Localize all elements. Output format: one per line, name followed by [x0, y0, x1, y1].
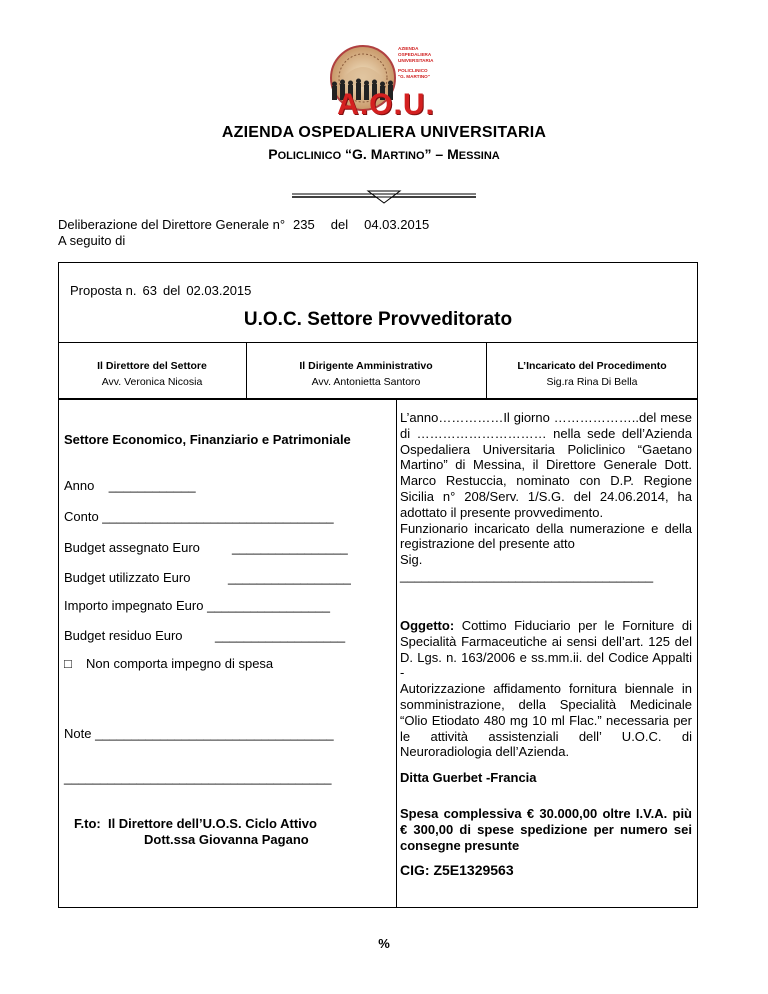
cig-code: CIG: Z5E1329563 [400, 862, 514, 878]
budget-assegnato-line: ________________ [232, 540, 348, 555]
conto-field: Conto ________________________________ [64, 509, 334, 524]
importo-field: Importo impegnato Euro _________________ [64, 598, 330, 613]
org-subtitle: POLICLINICO “G. MARTINO” – MESSINA [268, 146, 500, 162]
page-footer: % [378, 936, 390, 951]
column-divider [396, 398, 397, 908]
delib-del: del [330, 217, 349, 232]
provvedimento-text: L’anno……………Il giorno ………………..del mese di ………………………… nella sede dell’Azienda Ospedaliera Universitaria Policlinico “Gaetano Martino” di Messina, il Direttore Generale Dott. Marco Restuccia, nominato con D.P. Regione Sicilia n° 208/Serv. 1/S.G. del 24.06.2014, ha adottato il presente provvedimento. Funzionario incaricato della numerazione e della registrazione del presente atto Sig. ___________________________________ [400, 410, 692, 583]
delib-label: Deliberazione del Direttore Generale n° [58, 217, 286, 232]
settore-title: Settore Economico, Finanziario e Patrimoniale [64, 432, 351, 447]
anno-field: Anno ____________ [64, 478, 196, 493]
ditta-label: Ditta Guerbet -Francia [400, 770, 537, 785]
signatory-title: L’Incaricato del Procedimento [517, 360, 667, 372]
budget-residuo-label: Budget residuo Euro [64, 628, 183, 643]
proposta-line: Proposta n. 63 del 02.03.2015 [70, 283, 252, 298]
note-field: Note _________________________________ [64, 726, 334, 741]
logo-side-text: AZIENDA OSPEDALIERA UNIVERSITARIA POLICLINICO "G. MARTINO" [398, 46, 434, 79]
signatory-title: Il Dirigente Amministrativo [299, 360, 433, 372]
signatory-title: Il Direttore del Settore [97, 360, 207, 372]
spesa-text: Spesa complessiva € 30.000,00 oltre I.V.A. più € 300,00 di spese spedizione per numero sei consegne presunte [400, 806, 692, 853]
logo-aou: A.O.U. [337, 88, 435, 121]
org-title: AZIENDA OSPEDALIERA UNIVERSITARIA [221, 124, 547, 141]
divider [58, 342, 698, 343]
firma-block: F.to: Il Direttore dell’U.O.S. Ciclo Attivo Dott.ssa Giovanna Pagano [74, 816, 317, 847]
no-impegno-label: Non comporta impegno di spesa [86, 656, 274, 671]
uoc-title: U.O.C. Settore Provveditorato [243, 309, 513, 330]
divider [58, 398, 698, 400]
checkbox-icon: □ [64, 656, 72, 671]
budget-utilizzato-label: Budget utilizzato Euro [64, 570, 191, 585]
deliberazione-header [58, 217, 429, 249]
budget-assegnato-label: Budget assegnato Euro [64, 540, 200, 555]
budget-residuo-line: __________________ [215, 628, 346, 643]
signatory-name: Avv. Antonietta Santoro [311, 376, 421, 388]
divider-ornament [292, 188, 476, 206]
delib-number: 235 [293, 217, 315, 232]
delib-seguito: A seguito di [58, 233, 126, 248]
budget-utilizzato-line: _________________ [228, 570, 351, 585]
blank-line: _____________________________________ [64, 770, 332, 785]
oggetto-block: Oggetto: Cottimo Fiduciario per le Forniture di Specialità Farmaceutiche ai sensi dell’art. 125 del D. Lgs. n. 163/2006 e ss.mm.ii. del Codice Appalti - Autorizzazione affidamento fornitura biennale in somministrazione, della Specialità Medicinale “Olio Etiodato 480 mg 10 ml Flac.” necessaria per le attività assistenziali dell’ U.O.C. di Neuroradiologia dell’Azienda. [400, 618, 692, 760]
signatory-name: Avv. Veronica Nicosia [101, 376, 203, 388]
delib-date: 04.03.2015 [364, 217, 430, 232]
signatory-name: Sig.ra Rina Di Bella [546, 376, 638, 388]
